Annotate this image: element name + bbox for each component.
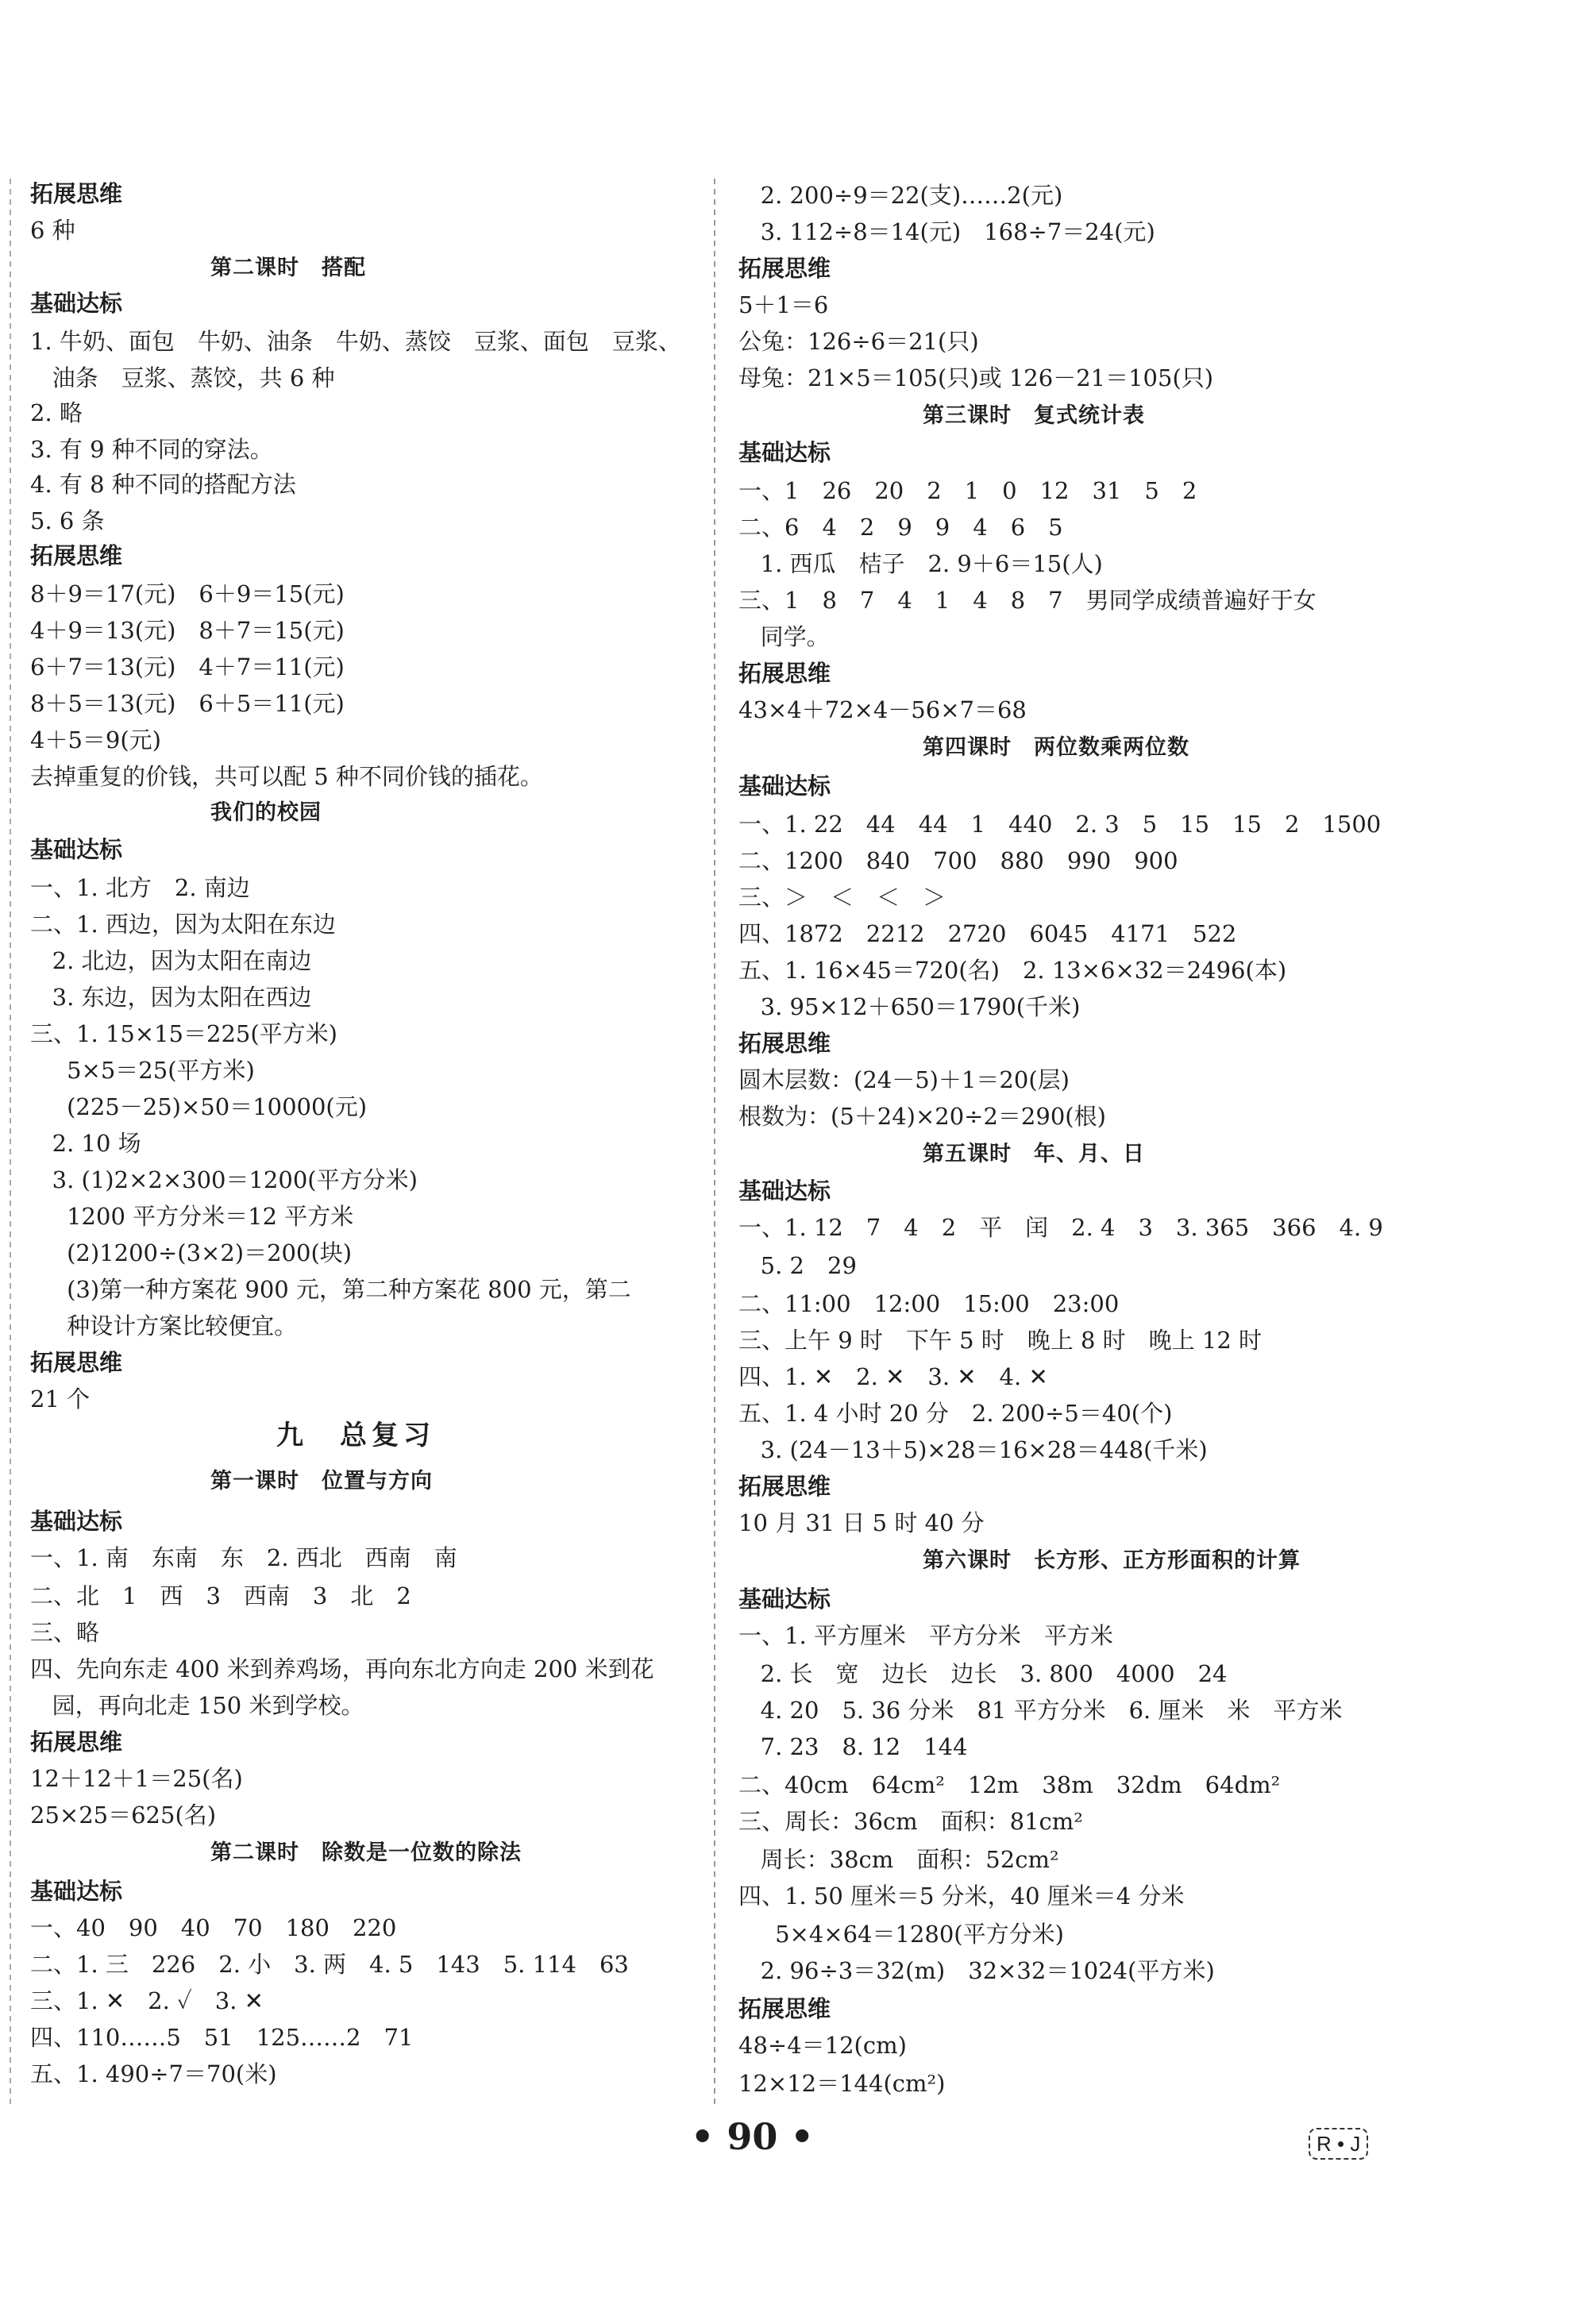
lesson-title: 第三课时 复式统计表	[923, 403, 1145, 428]
answer-line: 母兔：21×5＝105(只)或 126－21＝105(只)	[738, 364, 1214, 391]
answer-line: 7. 23 8. 12 144	[738, 1733, 968, 1760]
edition-tag: R • J	[1309, 2128, 1368, 2160]
answer-line: 圆木层数：(24－5)＋1＝20(层)	[738, 1066, 1070, 1093]
answer-line: 种设计方案比较便宜。	[30, 1312, 298, 1339]
page-number: • 90 •	[691, 2115, 814, 2158]
lesson-title: 第五课时 年、月、日	[923, 1142, 1145, 1166]
answer-line: 二、1200 840 700 880 990 900	[738, 847, 1178, 874]
answer-line: 5. 6 条	[30, 507, 105, 534]
answer-line: 一、1. 平方厘米 平方分米 平方米	[738, 1622, 1113, 1649]
answer-line: 五、1. 490÷7＝70(米)	[30, 2060, 277, 2087]
answer-line: 4. 有 8 种不同的搭配方法	[30, 471, 296, 498]
answer-line: 3. 95×12＋650＝1790(千米)	[738, 993, 1081, 1020]
answer-line: 二、1. 西边，因为太阳在东边	[30, 911, 336, 938]
answer-line: (3)第一种方案花 900 元，第二种方案花 800 元，第二	[30, 1276, 631, 1303]
answer-line: 四、110……5 51 125……2 71	[30, 2024, 414, 2051]
answer-line: 根数为：(5＋24)×20÷2＝290(根)	[738, 1103, 1106, 1130]
answer-line: 油条 豆浆、蒸饺，共 6 种	[30, 364, 335, 391]
answer-line: 二、6 4 2 9 9 4 6 5	[738, 514, 1063, 541]
answer-line: 四、1. ✕ 2. ✕ 3. ✕ 4. ✕	[738, 1363, 1048, 1390]
answer-line: (2)1200÷(3×2)＝200(块)	[30, 1239, 353, 1266]
section-heading: 拓展思维	[30, 1729, 123, 1756]
answer-line: 12×12＝144(cm²)	[738, 2070, 946, 2097]
answer-line: 5×5＝25(平方米)	[30, 1057, 255, 1084]
answer-line: 一、1. 22 44 44 1 440 2. 3 5 15 15 2 1500	[738, 811, 1382, 838]
answer-line: 2. 略	[30, 399, 83, 426]
answer-line: 5＋1＝6	[738, 291, 829, 318]
answer-line: 三、＞ ＜ ＜ ＞	[738, 884, 946, 911]
answer-line: 公兔：126÷6＝21(只)	[738, 328, 979, 355]
answer-line: 2. 北边，因为太阳在南边	[30, 947, 312, 974]
lesson-title: 第一课时 位置与方向	[210, 1469, 433, 1493]
section-heading: 基础达标	[738, 1177, 831, 1204]
section-heading: 基础达标	[30, 1878, 123, 1905]
answer-line: 一、40 90 40 70 180 220	[30, 1914, 397, 1941]
answer-line: 48÷4＝12(cm)	[738, 2032, 907, 2059]
lesson-title: 我们的校园	[210, 800, 322, 825]
answer-line: 1. 西瓜 桔子 2. 9＋6＝15(人)	[738, 550, 1103, 577]
answer-line: 3. 东边，因为太阳在西边	[30, 984, 312, 1011]
answer-line: 6＋7＝13(元) 4＋7＝11(元)	[30, 653, 345, 680]
answer-line: 4. 20 5. 36 分米 81 平方分米 6. 厘米 米 平方米	[738, 1697, 1343, 1724]
answer-line: 25×25＝625(名)	[30, 1802, 217, 1829]
answer-line: 五、1. 16×45＝720(名) 2. 13×6×32＝2496(本)	[738, 957, 1287, 984]
answer-line: 二、1. 三 226 2. 小 3. 两 4. 5 143 5. 114 63	[30, 1951, 629, 1978]
answer-line: 3. 有 9 种不同的穿法。	[30, 436, 273, 463]
section-heading: 基础达标	[30, 1508, 123, 1535]
answer-line: 5. 2 29	[738, 1252, 857, 1279]
section-heading: 基础达标	[738, 1586, 831, 1613]
section-heading: 拓展思维	[30, 1349, 123, 1376]
answer-line: 1200 平方分米＝12 平方米	[30, 1203, 354, 1230]
chapter-title: 九 总复习	[276, 1420, 435, 1451]
answer-line: 三、周长：36cm 面积：81cm²	[738, 1808, 1083, 1835]
answer-line: 10 月 31 日 5 时 40 分	[738, 1509, 985, 1536]
section-heading: 基础达标	[30, 290, 123, 317]
section-heading: 拓展思维	[738, 660, 831, 687]
answer-line: 周长：38cm 面积：52cm²	[738, 1846, 1059, 1873]
section-heading: 基础达标	[738, 439, 831, 466]
answer-line: 8＋5＝13(元) 6＋5＝11(元)	[30, 690, 345, 717]
answer-line: 三、略	[30, 1619, 100, 1646]
section-heading: 基础达标	[30, 836, 123, 863]
answer-line: 三、1 8 7 4 1 4 8 7 男同学成绩普遍好于女	[738, 587, 1317, 614]
answer-line: 三、1. ✕ 2. ✓ 3. ✕	[30, 1987, 264, 2014]
answer-line: 3. (1)2×2×300＝1200(平方分米)	[30, 1166, 418, 1193]
lesson-title: 第二课时 搭配	[210, 256, 366, 280]
answer-line: 2. 长 宽 边长 边长 3. 800 4000 24	[738, 1660, 1228, 1687]
answer-line: 四、1. 50 厘米＝5 分米，40 厘米＝4 分米	[738, 1883, 1185, 1910]
answer-line: 二、北 1 西 3 西南 3 北 2	[30, 1582, 411, 1609]
answer-line: 一、1 26 20 2 1 0 12 31 5 2	[738, 477, 1197, 504]
section-heading: 拓展思维	[30, 180, 123, 207]
section-heading: 基础达标	[738, 773, 831, 800]
lesson-title: 第六课时 长方形、正方形面积的计算	[923, 1548, 1301, 1573]
answer-line: 二、40cm 64cm² 12m 38m 32dm 64dm²	[738, 1771, 1281, 1798]
answer-line: 3. (24－13＋5)×28＝16×28＝448(千米)	[738, 1436, 1208, 1463]
lesson-title: 第四课时 两位数乘两位数	[923, 735, 1189, 760]
answer-line: 43×4＋72×4－56×7＝68	[738, 696, 1027, 723]
answer-line: 21 个	[30, 1386, 91, 1413]
answer-line: 五、1. 4 小时 20 分 2. 200÷5＝40(个)	[738, 1400, 1173, 1427]
answer-line: 二、11:00 12:00 15:00 23:00	[738, 1290, 1120, 1317]
answer-line: 一、1. 南 东南 东 2. 西北 西南 南	[30, 1544, 457, 1571]
lesson-title: 第二课时 除数是一位数的除法	[210, 1840, 522, 1865]
section-heading: 拓展思维	[738, 1995, 831, 2022]
answer-line: 2. 200÷9＝22(支)……2(元)	[738, 182, 1063, 209]
answer-line: 3. 112÷8＝14(元) 168÷7＝24(元)	[738, 218, 1155, 245]
answer-line: 6 种	[30, 217, 75, 244]
answer-line: 四、先向东走 400 米到养鸡场，再向东北方向走 200 米到花	[30, 1655, 654, 1682]
left-margin-rule	[10, 179, 11, 2108]
answer-line: (225－25)×50＝10000(元)	[30, 1093, 368, 1120]
answer-line: 三、1. 15×15＝225(平方米)	[30, 1020, 337, 1047]
answer-line: 去掉重复的价钱，共可以配 5 种不同价钱的插花。	[30, 763, 543, 790]
answer-line: 一、1. 12 7 4 2 平 闰 2. 4 3 3. 365 366 4. 9	[738, 1214, 1383, 1241]
answer-line: 园，再向北走 150 米到学校。	[30, 1692, 364, 1719]
answer-line: 三、上午 9 时 下午 5 时 晚上 8 时 晚上 12 时	[738, 1327, 1263, 1354]
answer-line: 1. 牛奶、面包 牛奶、油条 牛奶、蒸饺 豆浆、面包 豆浆、	[30, 328, 681, 355]
answer-line: 4＋5＝9(元)	[30, 726, 161, 753]
answer-line: 四、1872 2212 2720 6045 4171 522	[738, 920, 1237, 947]
section-heading: 拓展思维	[738, 1473, 831, 1500]
section-heading: 拓展思维	[30, 542, 123, 569]
answer-line: 12＋12＋1＝25(名)	[30, 1765, 243, 1792]
answer-line: 2. 10 场	[30, 1130, 141, 1157]
answer-line: 8＋9＝17(元) 6＋9＝15(元)	[30, 580, 345, 607]
answer-line: 2. 96÷3＝32(m) 32×32＝1024(平方米)	[738, 1957, 1215, 1984]
answer-line: 4＋9＝13(元) 8＋7＝15(元)	[30, 617, 345, 644]
answer-line: 一、1. 北方 2. 南边	[30, 874, 250, 901]
answer-line: 5×4×64＝1280(平方分米)	[738, 1921, 1064, 1948]
answer-line: 同学。	[738, 623, 830, 650]
section-heading: 拓展思维	[738, 1030, 831, 1057]
section-heading: 拓展思维	[738, 255, 831, 282]
column-divider	[714, 179, 715, 2108]
